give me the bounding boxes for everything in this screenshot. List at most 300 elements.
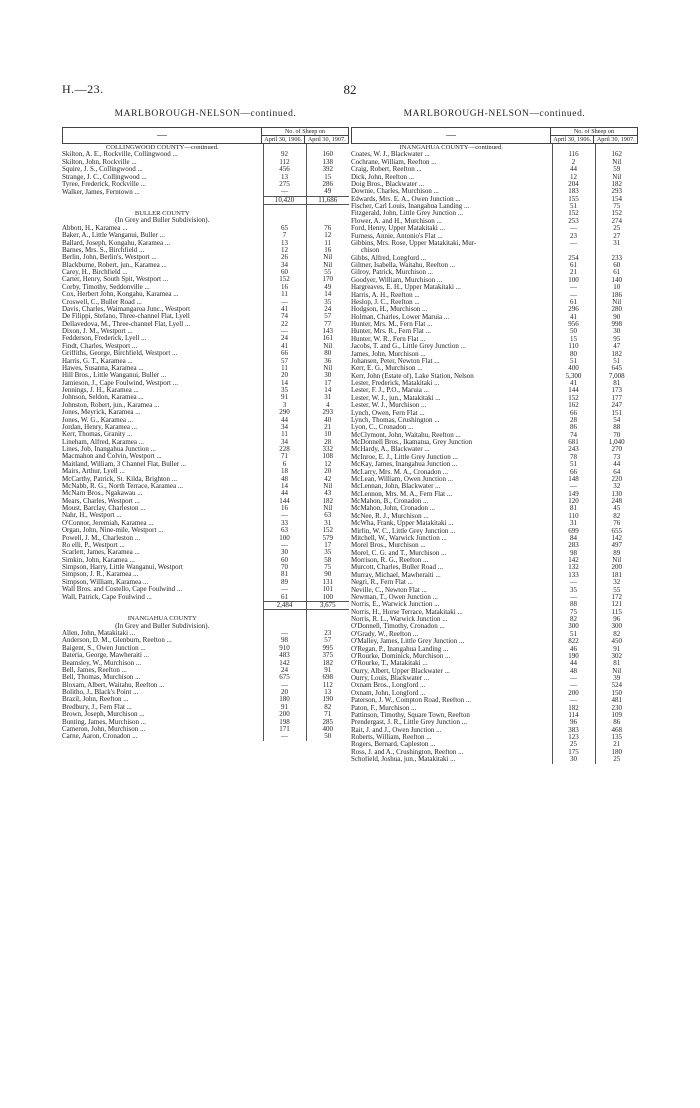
- right-column: [351, 108, 638, 764]
- sheep-1906: 44: [552, 660, 595, 667]
- table-row: [62, 217, 349, 224]
- sheep-1906: 74: [263, 313, 306, 320]
- table-row: [62, 181, 349, 188]
- entry-name: McKay, James, Inangahua Junction ...: [351, 461, 458, 469]
- sheep-1906: 6: [263, 461, 306, 468]
- sheep-1907: 182: [306, 498, 349, 505]
- table-row: [351, 756, 638, 763]
- sheep-1907: 28: [306, 439, 349, 446]
- table-row: [351, 240, 638, 247]
- entry-name: Wall Bros. and Costello, Cape Foulwind ...: [62, 586, 183, 594]
- entry-name: Flower, A. and H., Murchison ...: [351, 217, 442, 225]
- entry-name: Barnes, Mrs. S., Birchfield ...: [62, 246, 145, 254]
- entry-name: Jordan, Henry, Karamea ...: [62, 423, 137, 431]
- sheep-1906: 48: [552, 668, 595, 675]
- sheep-1907: 25: [595, 756, 638, 763]
- sheep-1906: 71: [263, 453, 306, 460]
- entry-name: Oxnam, John, Longford ...: [351, 689, 426, 697]
- entry-name: McNarn Bros., Ngakawau ...: [62, 490, 143, 498]
- entry-name: Norris, E., Warwick Junction ...: [351, 601, 440, 609]
- entry-name: Davis, Charles, Waimangaroa Junc., Westport: [62, 305, 191, 313]
- sheep-1907: 81: [595, 660, 638, 667]
- entry-name: Abbott, H., Karamea ...: [62, 224, 128, 232]
- table-row: [62, 240, 349, 247]
- table-row: [62, 719, 349, 726]
- entry-name: INANGAHUA COUNTY—continued.: [399, 144, 503, 151]
- sheep-1906: 50: [552, 328, 595, 335]
- table-row: [62, 498, 349, 505]
- sheep-1906: [552, 144, 595, 151]
- entry-name: Macmahon and Colvin, Westport ...: [62, 453, 162, 461]
- sheep-1907: Nil: [306, 505, 349, 512]
- entry-name: Fedderson, Frederick, Lyell ...: [62, 335, 147, 343]
- table-row: [351, 336, 638, 343]
- sheep-1907: 16: [306, 247, 349, 254]
- table-row: [62, 365, 349, 372]
- sheep-1906: 456: [263, 166, 306, 173]
- sheep-1907: 286: [306, 181, 349, 188]
- sheep-1907: 121: [595, 601, 638, 608]
- table-row: [62, 660, 349, 667]
- sheep-1906: 13: [263, 174, 306, 181]
- sheep-1906: 91: [263, 394, 306, 401]
- table-row: [351, 402, 638, 409]
- sheep-1907: 645: [595, 365, 638, 372]
- sheep-1906: —: [552, 579, 595, 586]
- table-row: [62, 387, 349, 394]
- sheep-1906: 46: [552, 646, 595, 653]
- year-1907-header: April 30, 1907.: [594, 136, 638, 144]
- sheep-1906: 30: [263, 549, 306, 556]
- sheep-1906: [263, 217, 306, 224]
- sheep-1907: [306, 210, 349, 217]
- entry-name: Hunter, Mrs. M., Fern Flat ...: [351, 321, 433, 328]
- sheep-1907: 55: [306, 269, 349, 276]
- table-row: [351, 417, 638, 424]
- entry-name: Bell, James, Reefton ...: [62, 666, 127, 674]
- sheep-1906: 96: [552, 719, 595, 726]
- sheep-1906: 84: [552, 535, 595, 542]
- sheep-1906: 22: [263, 321, 306, 328]
- sheep-1907: 233: [595, 255, 638, 262]
- entry-name: O'Rourke, T., Matakitaki ...: [351, 660, 428, 668]
- sheep-1906: 155: [552, 196, 595, 203]
- sheep-1906: 253: [552, 218, 595, 225]
- entry-name: Heslop, J. C., Reefton ...: [351, 298, 420, 306]
- sheep-1906: 66: [263, 350, 306, 357]
- sheep-1906: 198: [263, 719, 306, 726]
- sheep-1906: 60: [263, 557, 306, 564]
- entry-name: Powell, J. M., Charleston ...: [62, 534, 140, 542]
- sheep-1906: 290: [263, 409, 306, 416]
- sheep-1906: 144: [263, 498, 306, 505]
- sheep-1906: 86: [552, 424, 595, 431]
- table-row: [62, 461, 349, 468]
- sheep-1907: 47: [595, 343, 638, 350]
- entry-name: Fischer, Carl Louis, Inangahua Landing ...: [351, 203, 470, 210]
- table-row: [62, 564, 349, 571]
- entry-name: McMahon, John, Cronadon ...: [351, 505, 435, 513]
- entry-name: Scarlett, James, Karamea ...: [62, 549, 140, 557]
- entry-name: Morel Bros., Murchison ...: [351, 542, 426, 550]
- entry-name: Ford, Henry, Upper Matakitaki ...: [351, 225, 445, 233]
- sheep-1907: 248: [595, 498, 638, 505]
- sheep-1906: 100: [263, 535, 306, 542]
- sheep-1906: 190: [552, 653, 595, 660]
- sheep-1906: —: [552, 682, 595, 689]
- entry-name: Lester, W. J., jun., Matakitaki ...: [351, 394, 441, 402]
- table-row: [62, 667, 349, 674]
- entry-name: Holman, Charles, Lower Maruia ...: [351, 313, 450, 321]
- sheep-1906: 3: [263, 402, 306, 409]
- entry-name: Kerr, John (Estate of), Lake Station, Nelson: [351, 372, 474, 380]
- table-row: [351, 262, 638, 269]
- sheep-1907: 31: [595, 240, 638, 247]
- entry-name: O'Rourke, Dominick, Murchison ...: [351, 652, 451, 660]
- sheep-1907: Nil: [306, 483, 349, 490]
- sheep-1907: Nil: [306, 343, 349, 350]
- sheep-1907: 88: [595, 424, 638, 431]
- sheep-1907: 63: [306, 512, 349, 519]
- sheep-1907: 57: [306, 313, 349, 320]
- entry-name: Jones, Meyrick, Karamea ...: [62, 409, 141, 417]
- table-row: [351, 535, 638, 542]
- entry-name: Kerr, E. G., Murchison ...: [351, 365, 423, 373]
- sheep-1906: 132: [552, 564, 595, 571]
- sheep-1906: 400: [552, 365, 595, 372]
- entry-name: Dick, John, Reefton ...: [351, 173, 414, 181]
- sheep-1906: 296: [552, 306, 595, 313]
- entry-name: Anderson, D. M., Glenburn, Reefton ...: [62, 637, 172, 645]
- table-row: [351, 181, 638, 188]
- table-row: [351, 174, 638, 181]
- entry-name: Lester, W. J., Murchison ...: [351, 402, 427, 410]
- sheep-1907: 101: [306, 586, 349, 593]
- sheep-1906: 7: [263, 232, 306, 239]
- table-row: [351, 660, 638, 667]
- table-row: [351, 247, 638, 254]
- sheep-1907: 77: [306, 321, 349, 328]
- sheep-1907: 71: [306, 711, 349, 718]
- entry-name: Jacobs, T. and G., Little Grey Junction ...: [351, 343, 466, 351]
- sheep-1906: —: [552, 675, 595, 682]
- table-row: [351, 446, 638, 453]
- table-row: [62, 630, 349, 637]
- entry-name: Prendergast, J. R., Little Grey Junction ...: [351, 719, 467, 727]
- sheep-1906: —: [263, 733, 306, 740]
- table-row: [62, 262, 349, 269]
- sheep-1906: 175: [552, 749, 595, 756]
- entry-name: McLarry, Mrs. M. A., Cronadon ...: [351, 468, 448, 476]
- table-row: [62, 535, 349, 542]
- sheep-1907: 24: [306, 306, 349, 313]
- table-row: [62, 313, 349, 320]
- table-row: [351, 668, 638, 675]
- name-column-header: —: [352, 128, 551, 144]
- table-row: [62, 704, 349, 711]
- sheep-1907: 91: [306, 667, 349, 674]
- sheep-1906: 60: [263, 269, 306, 276]
- sheep-1907: 51: [595, 358, 638, 365]
- county-heading-row: [62, 615, 349, 622]
- left-section-title: MARLBOROUGH-NELSON—continued.: [114, 109, 297, 119]
- sheep-1906: 254: [552, 255, 595, 262]
- sheep-1906: —: [263, 542, 306, 549]
- sheep-1907: 3,675: [306, 601, 349, 609]
- sheep-1907: 162: [595, 151, 638, 158]
- sheep-1907: 73: [595, 454, 638, 461]
- table-row: [62, 343, 349, 350]
- table-row: [351, 269, 638, 276]
- sheep-1906: 41: [263, 343, 306, 350]
- table-row: [351, 454, 638, 461]
- table-row: [351, 306, 638, 313]
- entry-name: Harris, G. T., Karamea ...: [62, 357, 133, 365]
- sheep-1906: 63: [263, 527, 306, 534]
- year-1906-header: April 30, 1906.: [261, 136, 305, 144]
- entry-name: Lester, F. J., P.O., Maruia ...: [351, 387, 429, 395]
- sheep-1906: 48: [263, 476, 306, 483]
- table-row: [351, 328, 638, 335]
- sheep-1907: 375: [306, 652, 349, 659]
- sheep-1906: 275: [263, 181, 306, 188]
- sheep-1907: Nil: [306, 365, 349, 372]
- sheep-1906: 75: [552, 609, 595, 616]
- sheep-1906: 2: [552, 159, 595, 166]
- sheep-1907: 89: [595, 550, 638, 557]
- table-row: [62, 188, 349, 196]
- sheep-1907: Nil: [306, 262, 349, 269]
- sheep-1906: 5,300: [552, 373, 595, 380]
- entry-name: O'Donnell, Timothy, Cronadon ...: [351, 623, 445, 631]
- sheep-1907: 131: [306, 579, 349, 586]
- table-row: [62, 483, 349, 490]
- table-row: [62, 586, 349, 593]
- entry-name: Cox, Herbert John, Kongahu, Karamea ...: [62, 291, 179, 299]
- table-row: [351, 513, 638, 520]
- table-row: [351, 564, 638, 571]
- entry-name: Doig Bros., Blackwater ...: [351, 180, 425, 188]
- entry-name: Ro elli, P., Westport ...: [62, 541, 125, 549]
- entry-name: Gibbins, Mrs. Rose, Upper Matakitaki, Mur-: [351, 239, 477, 247]
- table-row: [351, 594, 638, 601]
- table-row: [62, 579, 349, 586]
- entry-name: Hodgson, H., Murchison ...: [351, 306, 428, 314]
- entry-name: Beamsley, W., Murchison ...: [62, 659, 142, 667]
- sheep-count-header: No. of Sheep on: [261, 128, 348, 136]
- sheep-1907: 280: [595, 306, 638, 313]
- table-row: [351, 255, 638, 262]
- table-row: [351, 439, 638, 446]
- sheep-1907: 135: [595, 734, 638, 741]
- table-row: [62, 682, 349, 689]
- table-row: [62, 232, 349, 239]
- table-row: [351, 616, 638, 623]
- entry-name: Berlin, John, Berlin's, Westport ...: [62, 254, 157, 262]
- sheep-1907: 70: [595, 432, 638, 439]
- sheep-1906: 162: [552, 402, 595, 409]
- entry-name: Brazil, John, Reefton ...: [62, 696, 129, 704]
- table-row: [62, 335, 349, 342]
- sheep-1907: 49: [306, 188, 349, 196]
- table-row: [62, 505, 349, 512]
- sheep-1906: 10,420: [263, 196, 306, 204]
- entry-name: Morel, C. G. and T., Murchison ...: [351, 549, 447, 557]
- entry-name: McClymont, John, Waitahu, Reefton ...: [351, 431, 461, 439]
- table-row: [62, 527, 349, 534]
- table-row: [62, 431, 349, 438]
- entry-name: McDonnell Bros., Ikamatua, Grey Junction: [351, 439, 473, 446]
- table-row: [351, 690, 638, 697]
- table-row: [351, 373, 638, 380]
- sheep-1907: 392: [306, 166, 349, 173]
- table-row: [351, 321, 638, 328]
- entry-name: Paterson, J. W., Compton Road, Reefton ...: [351, 697, 472, 705]
- table-row: [351, 712, 638, 719]
- sheep-1906: 20: [263, 372, 306, 379]
- sheep-1907: 182: [595, 181, 638, 188]
- sheep-1907: Nil: [595, 174, 638, 181]
- sheep-1906: 25: [552, 741, 595, 748]
- sheep-1907: 86: [595, 719, 638, 726]
- year-1907-header: April 30, 1907.: [305, 136, 349, 144]
- sheep-1907: 90: [306, 571, 349, 578]
- sheep-1907: 75: [595, 203, 638, 210]
- table-row: [62, 490, 349, 497]
- sheep-1907: 10: [306, 431, 349, 438]
- sheep-1907: 161: [306, 335, 349, 342]
- sheep-1906: 61: [552, 262, 595, 269]
- sheep-1906: 14: [263, 380, 306, 387]
- sheep-1906: 15: [552, 336, 595, 343]
- sheep-1907: 57: [306, 637, 349, 644]
- entry-name: Mairs, Arthur, Lyell ...: [62, 468, 125, 476]
- table-row: [62, 247, 349, 254]
- sheep-1907: 11,686: [306, 196, 349, 204]
- sheep-1906: 74: [552, 432, 595, 439]
- sheep-1907: 152: [595, 210, 638, 217]
- sheep-1907: 108: [306, 453, 349, 460]
- entry-name: Edwards, Mrs. E. A., Owen Junction ...: [351, 195, 461, 203]
- table-row: [351, 623, 638, 630]
- table-row: [351, 734, 638, 741]
- entry-name: Paton, F., Murchison ...: [351, 704, 417, 712]
- entry-name: Ross, J. and A., Crushington, Reefton ...: [351, 748, 464, 756]
- sheep-1907: 14: [306, 291, 349, 298]
- entry-name: Carter, Henry, South Spit, Westport ...: [62, 276, 169, 284]
- sheep-1906: 699: [552, 528, 595, 535]
- sheep-1907: 160: [306, 151, 349, 158]
- table-row: [351, 203, 638, 210]
- sheep-1906: [263, 144, 306, 151]
- table-row: [62, 394, 349, 401]
- sheep-1906: 204: [552, 181, 595, 188]
- sheep-1907: 54: [595, 417, 638, 424]
- entry-name: (In Grey and Buller Subdivision).: [115, 217, 210, 225]
- sheep-1906: 675: [263, 674, 306, 681]
- sheep-1907: 49: [306, 284, 349, 291]
- entry-name: Nahr, H., Westport ...: [62, 512, 122, 520]
- entry-name: McLean, William, Owen Junction ...: [351, 475, 454, 483]
- entry-name: Rait, J. and J., Owen Junction ...: [351, 726, 442, 734]
- sheep-1906: 956: [552, 321, 595, 328]
- sheep-1907: 20: [306, 468, 349, 475]
- sheep-1906: 20: [263, 689, 306, 696]
- sheep-1906: 35: [552, 587, 595, 594]
- table-row: [62, 174, 349, 181]
- table-row: [62, 372, 349, 379]
- entry-name: McWha, Frank, Upper Matakitaki ...: [351, 520, 454, 528]
- sheep-1907: 40: [306, 417, 349, 424]
- sheep-1906: 110: [552, 343, 595, 350]
- sheep-1907: Nil: [306, 254, 349, 261]
- sheep-1907: 13: [306, 689, 349, 696]
- sheep-1907: 7,008: [595, 373, 638, 380]
- sheep-1907: 400: [306, 726, 349, 733]
- table-row: [62, 350, 349, 357]
- sheep-1907: 152: [306, 527, 349, 534]
- table-row: [62, 520, 349, 527]
- sheep-1907: 332: [306, 446, 349, 453]
- sheep-1907: 82: [595, 513, 638, 520]
- table-row: [351, 387, 638, 394]
- sheep-1906: 148: [552, 476, 595, 483]
- table-row: [351, 210, 638, 217]
- entry-name: Gibbs, Alfred, Longford ...: [351, 254, 427, 262]
- sheep-1906: 31: [552, 520, 595, 527]
- entry-name: Norris, H., Horse Terrace, Matakitaki ...: [351, 608, 463, 616]
- sheep-1906: 91: [263, 704, 306, 711]
- sheep-1906: 822: [552, 638, 595, 645]
- sheep-1906: 81: [552, 505, 595, 512]
- table-row: [351, 233, 638, 240]
- table-row: [351, 638, 638, 645]
- entry-name: Harris, A. H., Reefton ...: [351, 291, 420, 299]
- sheep-1907: 12: [306, 232, 349, 239]
- sheep-1906: 41: [552, 314, 595, 321]
- sheep-1907: 220: [595, 476, 638, 483]
- sheep-1907: 43: [306, 490, 349, 497]
- sheep-1906: 182: [552, 705, 595, 712]
- sheep-1906: 152: [552, 395, 595, 402]
- sheep-1907: 35: [306, 549, 349, 556]
- sheep-count-header: No. of Sheep on: [550, 128, 637, 136]
- table-row: [62, 711, 349, 718]
- entry-name: COLLINGWOOD COUNTY—continued.: [105, 144, 219, 151]
- table-row: [351, 697, 638, 704]
- entry-name: O'Malley, James, Little Grey Junction ...: [351, 638, 465, 646]
- sheep-1907: 579: [306, 535, 349, 542]
- entry-name: Simkin, John, Karamea ...: [62, 556, 135, 564]
- entry-name: Bloxam, Albert, Waitahu, Reefton ...: [62, 681, 165, 689]
- right-section-title: MARLBOROUGH-NELSON—continued.: [403, 109, 586, 119]
- table-row: [62, 276, 349, 283]
- sheep-1907: 270: [595, 446, 638, 453]
- sheep-1906: 12: [263, 247, 306, 254]
- entry-name: Mirfin, W. C., Little Grey Junction ...: [351, 527, 456, 535]
- table-row: [62, 424, 349, 431]
- table-row: [351, 410, 638, 417]
- entry-name: Organ, John, Nine-mile, Westport ...: [62, 527, 164, 535]
- sheep-1906: 98: [263, 637, 306, 644]
- table-row: [351, 284, 638, 291]
- sheep-1907: 76: [306, 225, 349, 232]
- entry-name: Wall, Patrick, Cape Foulwind ...: [62, 593, 152, 601]
- sheep-1907: 14: [306, 387, 349, 394]
- entry-name: Downie, Charles, Murchison ...: [351, 188, 439, 196]
- table-row: [351, 432, 638, 439]
- table-row: [351, 572, 638, 579]
